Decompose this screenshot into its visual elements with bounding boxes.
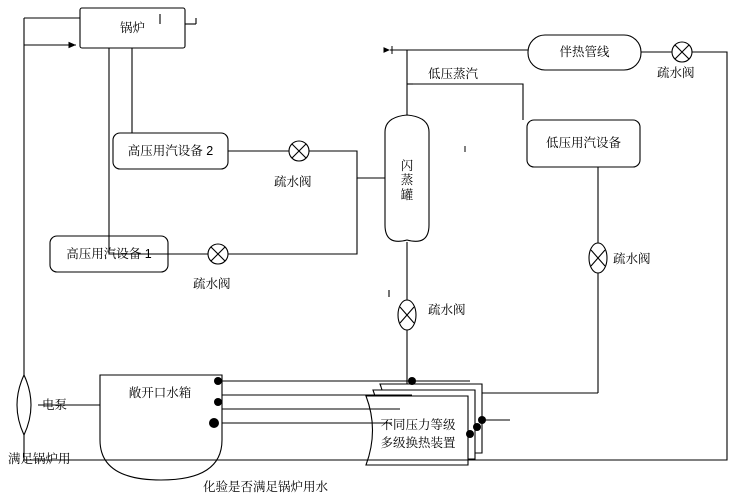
flash-tank-char-3: 罐 (400, 187, 414, 202)
node-hp-equip-1-label: 高压用汽设备 1 (66, 246, 152, 261)
note-pump-supply: 满足锅炉用 (8, 452, 71, 466)
multi-stage-heater-line-2: 多级换热装置 (380, 436, 456, 450)
node-pump-label: 电泵 (42, 398, 68, 412)
valve-trap-lp-label: 疏水阀 (613, 252, 651, 266)
valve-trap-hp2-label: 疏水阀 (274, 175, 312, 189)
pipe-trap-to-flash (309, 151, 385, 178)
valve-trap-hp2 (289, 141, 309, 161)
note-water-quality: 化验是否满足锅炉用水 (203, 480, 329, 494)
valve-trap-hp1 (208, 244, 228, 264)
valve-trap-lp (589, 243, 607, 273)
valve-trap-flash-out (398, 300, 416, 330)
node-lp-equip-label: 低压用汽设备 (545, 136, 621, 151)
node-heat-trace-label: 伴热管线 (559, 45, 610, 60)
flash-tank-char-1: 闪 (400, 158, 414, 173)
pipe-lp-steam-branch (413, 84, 523, 120)
multi-stage-heater-line-1: 不同压力等级 (380, 417, 456, 432)
flow-label-low-pressure-steam: 低压蒸汽 (428, 67, 479, 81)
valve-trap-top-right (672, 42, 692, 62)
valve-trap-top-right-label: 疏水阀 (657, 66, 695, 80)
node-boiler-label: 锅炉 (119, 20, 145, 35)
node-multi-stage-heater-label (366, 412, 470, 456)
valve-trap-hp1-label: 疏水阀 (193, 277, 231, 291)
node-hp-equip-2-label: 高压用汽设备 2 (127, 143, 214, 158)
flash-tank-char-2: 蒸 (400, 173, 414, 188)
node-pump-shape (17, 375, 31, 435)
valve-trap-flash-out-label: 疏水阀 (428, 303, 466, 317)
node-flash-tank-label (385, 128, 429, 233)
node-open-water-tank-label: 敞开口水箱 (128, 385, 192, 400)
